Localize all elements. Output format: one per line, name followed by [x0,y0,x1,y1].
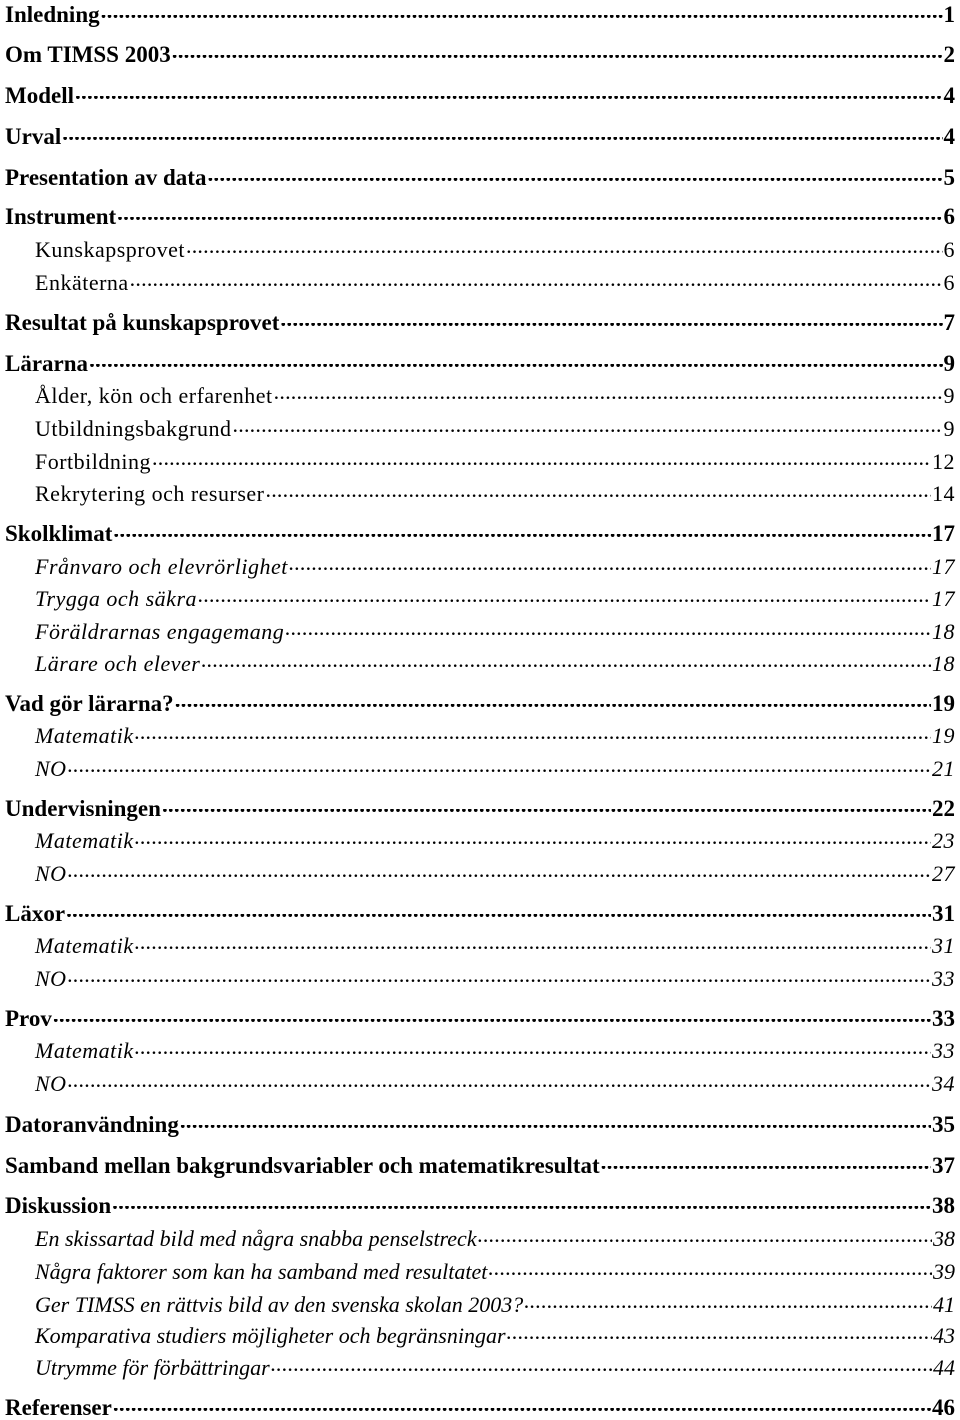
toc-entry-title: Fortbildning [35,449,152,474]
toc-entry-title: NO [35,861,67,886]
toc-entry[interactable] [5,84,955,107]
dot-leader [68,769,931,776]
toc-entry[interactable] [5,239,955,261]
toc-entry-title: Samband mellan bakgrundsvariabler och matematikresultat [5,1153,600,1178]
toc-entry-page: 35 [932,1112,955,1137]
toc-entry[interactable] [5,451,955,473]
toc-entry-title: Modell [5,83,74,108]
toc-entry[interactable] [5,968,955,990]
toc-entry[interactable] [5,483,955,505]
toc-entry-title: Inledning [5,2,100,27]
toc-entry-title: Referenser [5,1395,112,1420]
toc-entry-title: NO [35,1071,67,1096]
toc-entry[interactable] [5,556,955,578]
toc-entry[interactable] [5,1154,955,1177]
dot-leader [233,429,943,436]
dot-leader [186,250,943,257]
toc-entry-page: 1 [943,2,955,27]
toc-entry-title: Föräldrarnas engagemang [35,619,285,644]
toc-entry-title: Matematik [35,723,134,748]
toc-entry-page: 21 [932,756,955,781]
toc-entry-page: 34 [932,1071,955,1096]
toc-entry-page: 5 [943,165,955,190]
dot-leader [66,914,931,921]
toc-entry-title: Datoranvändning [5,1112,179,1137]
dot-leader [135,736,931,743]
toc-entry-title: Ger TIMSS en rättvis bild av den svenska skolan 2003? [35,1292,524,1317]
dot-leader [207,178,942,185]
toc-entry-title: En skissartad bild med några snabba penselstreck [35,1226,477,1251]
toc-entry-page: 17 [932,586,955,611]
dot-leader [265,494,931,501]
toc-entry-page: 2 [943,42,955,67]
toc-entry-page: 4 [943,83,955,108]
toc-entry-title: Matematik [35,933,134,958]
toc-entry[interactable] [5,311,955,334]
toc-entry-page: 6 [943,270,955,295]
toc-entry[interactable] [5,797,955,820]
toc-entry-page: 7 [943,310,955,335]
toc-entry-page: 4 [943,124,955,149]
toc-entry-title: Några faktorer som kan ha samband med resultatet [35,1259,488,1284]
toc-entry-title: Ålder, kön och erfarenhet [35,383,273,408]
dot-leader [280,323,942,330]
dot-leader [285,632,931,639]
toc-entry-title: Rekrytering och resurser [35,481,265,506]
toc-entry[interactable] [5,3,955,26]
toc-entry-title: NO [35,756,67,781]
toc-entry-page: 17 [932,521,955,546]
dot-leader [274,396,943,403]
dot-leader [478,1239,932,1246]
toc-entry[interactable] [5,588,955,610]
toc-entry-title: Utrymme för förbättringar [35,1355,270,1380]
dot-leader [507,1336,932,1343]
toc-entry[interactable] [5,272,955,294]
toc-entry-title: Kunskapsprovet [35,237,185,262]
toc-entry[interactable] [5,863,955,885]
toc-entry-title: Skolklimat [5,521,113,546]
toc-entry-page: 44 [933,1355,955,1380]
dot-leader [75,96,943,103]
dot-leader [180,1125,931,1132]
toc-entry[interactable] [5,1007,955,1030]
toc-entry[interactable] [5,1357,955,1379]
toc-entry-page: 23 [932,828,955,853]
toc-entry[interactable] [5,205,955,228]
toc-entry[interactable] [5,653,955,675]
toc-entry-page: 6 [943,237,955,262]
dot-leader [113,1408,931,1415]
dot-leader [289,567,931,574]
toc-entry-page: 6 [943,204,955,229]
toc-entry-page: 33 [932,1038,955,1063]
dot-leader [62,137,942,144]
dot-leader [101,15,943,22]
dot-leader [152,462,931,469]
dot-leader [68,1084,931,1091]
dot-leader [172,55,943,62]
dot-leader [488,1272,932,1279]
toc-entry-title: Resultat på kunskapsprovet [5,310,280,335]
toc-entry-page: 38 [933,1226,955,1251]
dot-leader [113,534,931,541]
toc-entry[interactable] [5,1261,955,1283]
toc-entry-page: 22 [932,796,955,821]
toc-entry-page: 37 [932,1153,955,1178]
toc-entry-page: 18 [932,651,955,676]
toc-entry-title: Instrument [5,204,117,229]
toc-entry[interactable] [5,1073,955,1095]
toc-entry[interactable] [5,758,955,780]
toc-entry[interactable] [5,1325,955,1347]
toc-entry-title: Undervisningen [5,796,161,821]
dot-leader [601,1166,931,1173]
dot-leader [117,217,942,224]
toc-entry-title: Diskussion [5,1193,112,1218]
toc-entry-page: 19 [932,691,955,716]
toc-entry[interactable] [5,385,955,407]
dot-leader [89,364,942,371]
toc-entry[interactable] [5,418,955,440]
toc-entry-page: 39 [933,1259,955,1284]
toc-entry[interactable] [5,830,955,852]
toc-entry-title: Urval [5,124,62,149]
toc-entry-title: Läxor [5,901,66,926]
dot-leader [524,1305,932,1312]
toc-entry-title: Lärare och elever [35,651,201,676]
dot-leader [68,979,931,986]
dot-leader [68,874,931,881]
toc-entry-page: 43 [933,1323,955,1348]
toc-entry-page: 46 [932,1395,955,1420]
toc-entry-page: 17 [932,554,955,579]
toc-entry-title: Lärarna [5,351,89,376]
toc-entry-page: 9 [943,383,955,408]
toc-entry-page: 27 [932,861,955,886]
toc-entry-title: Utbildningsbakgrund [35,416,232,441]
toc-entry-title: Trygga och säkra [35,586,197,611]
toc-entry[interactable] [5,1396,955,1419]
dot-leader [198,599,931,606]
toc-entry-page: 9 [943,351,955,376]
toc-entry[interactable] [5,166,955,189]
toc-entry-title: Om TIMSS 2003 [5,42,171,67]
toc-entry[interactable] [5,43,955,66]
toc-entry-page: 38 [932,1193,955,1218]
toc-entry-title: Komparativa studiers möjligheter och begränsningar [35,1323,506,1348]
dot-leader [175,704,931,711]
toc-entry-title: Frånvaro och elevrörlighet [35,554,288,579]
toc-entry[interactable] [5,1194,955,1217]
toc-entry[interactable] [5,1113,955,1136]
dot-leader [162,809,931,816]
toc-entry-title: Presentation av data [5,165,207,190]
dot-leader [130,283,943,290]
dot-leader [112,1206,931,1213]
toc-entry-page: 9 [943,416,955,441]
toc-entry[interactable] [5,1294,955,1316]
toc-entry-page: 31 [932,933,955,958]
toc-entry-page: 33 [932,966,955,991]
toc-entry[interactable] [5,902,955,925]
toc-entry-page: 33 [932,1006,955,1031]
dot-leader [201,664,931,671]
toc-entry[interactable] [5,725,955,747]
toc-entry-title: Vad gör lärarna? [5,691,174,716]
toc-entry-title: Matematik [35,1038,134,1063]
dot-leader [135,946,931,953]
dot-leader [135,841,931,848]
toc-entry-page: 18 [932,619,955,644]
toc-entry[interactable] [5,352,955,375]
toc-entry-title: NO [35,966,67,991]
toc-entry-page: 41 [933,1292,955,1317]
toc-entry-page: 12 [932,449,955,474]
toc-entry[interactable] [5,522,955,545]
toc-entry[interactable] [5,621,955,643]
toc-entry-title: Prov [5,1006,52,1031]
dot-leader [271,1368,932,1375]
dot-leader [53,1019,931,1026]
toc-entry[interactable] [5,1228,955,1250]
toc-entry-title: Matematik [35,828,134,853]
toc-entry-title: Enkäterna [35,270,129,295]
toc-entry-page: 19 [932,723,955,748]
toc-entry-page: 31 [932,901,955,926]
toc-entry[interactable] [5,692,955,715]
dot-leader [135,1051,931,1058]
toc-entry[interactable] [5,125,955,148]
toc-entry[interactable] [5,1040,955,1062]
toc-entry[interactable] [5,935,955,957]
toc-entry-page: 14 [932,481,955,506]
